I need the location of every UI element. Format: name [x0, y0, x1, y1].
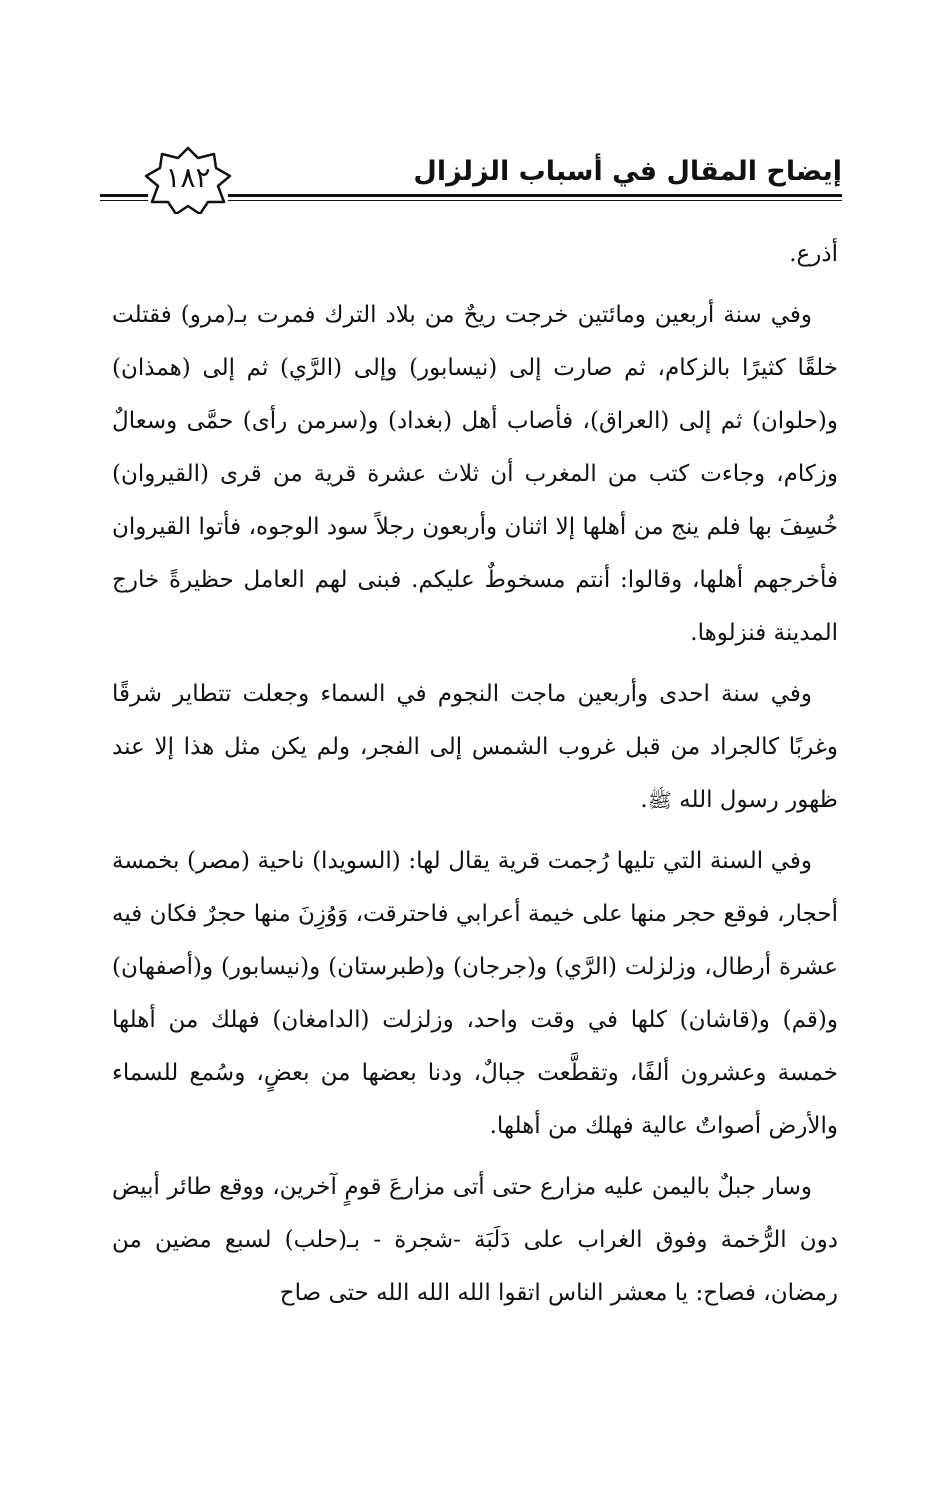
running-header — [100, 152, 842, 212]
page-number-badge — [144, 146, 232, 214]
book-title: إيضاح المقال في أسباب الزلزال — [413, 156, 842, 187]
page-body — [112, 228, 838, 1328]
page-number: ١٨٢ — [165, 161, 211, 194]
paragraph-5: وسار جبلٌ باليمن عليه مزارع حتى أتى مزارعَ قومٍ آخرين، ووقع طائر أبيض دون الرُّخمة وفوق الغراب على دَلَبَة -شجرة - بـ(حلب) لسبع مضين من رمضان، فصاح: يا معشر الناس اتقوا الله الله الله حتى صاح — [112, 1174, 838, 1306]
paragraph-1: أذرع. — [789, 241, 838, 267]
paragraph-2: وفي سنة أربعين ومائتين خرجت ريحٌ من بلاد الترك فمرت بـ(مرو) فقتلت خلقًا كثيرًا بالزكام، ثم صارت إلى (نيسابور) وإلى (الرَّي) ثم إلى (همذان) و(حلوان) ثم إلى (العراق)، فأصاب أهل (بغداد) و(سرمن رأى) حمَّى وسعالٌ وزكام، وجاءت كتب من المغرب أن ثلاث عشرة قرية من قرى (القيروان) خُسِفَ بها فلم ينج من أهلها إلا اثنان وأربعون رجلاً سود الوجوه، فأتوا القيروان فأخرجهم أهلها، وقالوا: أنتم مسخوطٌ عليكم. فبنى لهم العامل حظيرةً خارج المدينة فنزلوها. — [112, 302, 838, 646]
paragraph-3-text: وفي سنة احدى وأربعين ماجت النجوم في السماء وجعلت تتطاير شرقًا وغربًا كالجراد من قبل غروب الشمس إلى الفجر، ولم يكن مثل هذا إلا عند ظهور رسول الله — [112, 681, 838, 813]
paragraph-3: وفي سنة احدى وأربعين ماجت النجوم في السماء وجعلت تتطاير شرقًا وغربًا كالجراد من قبل غروب الشمس إلى الفجر، ولم يكن مثل هذا إلا عند ظهور رسول الله ﷺ. — [112, 681, 838, 813]
paragraph-4: وفي السنة التي تليها رُجمت قرية يقال لها: (السويدا) ناحية (مصر) بخمسة أحجار، فوقع حجر منها على خيمة أعرابي فاحترقت، وَوُزِنَ منها حجرٌ فكان فيه عشرة أرطال، وزلزلت (الرَّي) و(جرجان) و(طبرستان) و(نيسابور) و(أصفهان) و(قم) و(قاشان) كلها في وقت واحد، وزلزلت (الدامغان) فهلك من أهلها خمسة وعشرون ألفًا، وتقطَّعت جبالٌ، ودنا بعضها من بعضٍ، وسُمع للسماء والأرض أصواتٌ عالية فهلك من أهلها. — [112, 848, 838, 1139]
honorific-mark: ﷺ — [647, 788, 672, 812]
